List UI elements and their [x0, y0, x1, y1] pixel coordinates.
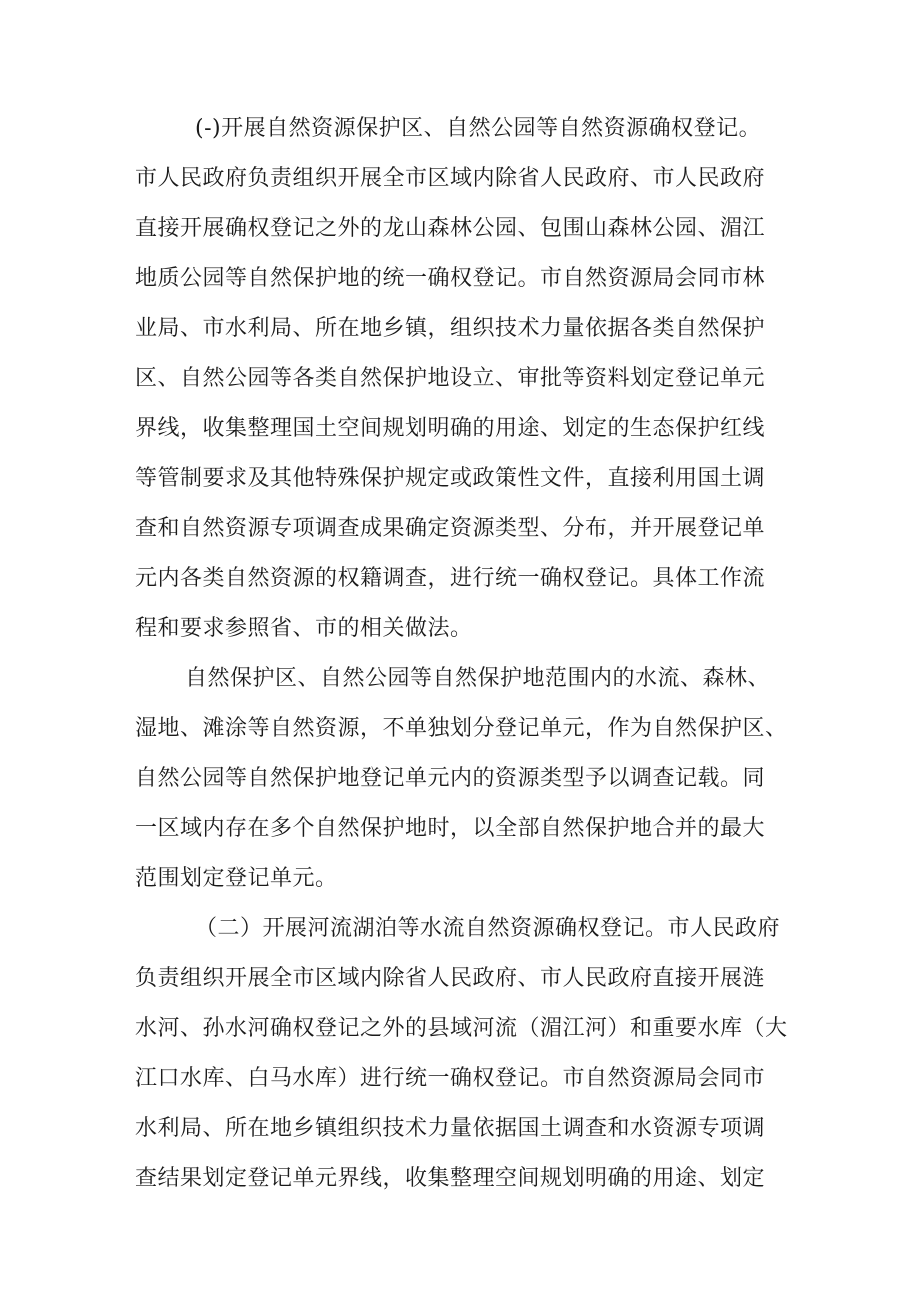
text-line: 地质公园等自然保护地的统一确权登记。市自然资源局会同市林	[135, 266, 766, 291]
text-line: 市人民政府负责组织开展全市区域内除省人民政府、市人民政府	[135, 166, 766, 191]
text-line: 查结果划定登记单元界线，收集整理空间规划明确的用途、划定	[135, 1166, 766, 1191]
text-line: 湿地、滩涂等自然资源，不单独划分登记单元，作为自然保护区、	[135, 716, 788, 741]
text-line: 负责组织开展全市区域内除省人民政府、市人民政府直接开展涟	[135, 966, 766, 991]
text-line: 自然公园等自然保护地登记单元内的资源类型予以调查记载。同	[135, 766, 766, 791]
text-line: 一区域内存在多个自然保护地时，以全部自然保护地合并的最大	[135, 816, 766, 841]
text-line: 江口水库、白马水库）进行统一确权登记。市自然资源局会同市	[135, 1066, 766, 1091]
text-line: 等管制要求及其他特殊保护规定或政策性文件，直接利用国土调	[135, 466, 766, 491]
text-line: 元内各类自然资源的权籍调查，进行统一确权登记。具体工作流	[135, 566, 766, 591]
text-line: 范围划定登记单元。	[135, 866, 338, 891]
text-line: (-)开展自然资源保护区、自然公园等自然资源确权登记。	[195, 116, 762, 141]
text-line: （二）开展河流湖泊等水流自然资源确权登记。市人民政府	[195, 916, 781, 941]
text-line: 程和要求参照省、市的相关做法。	[135, 616, 473, 641]
text-line: 水利局、所在地乡镇组织技术力量依据国土调查和水资源专项调	[135, 1116, 766, 1141]
text-line: 区、自然公园等各类自然保护地设立、审批等资料划定登记单元	[135, 366, 766, 391]
text-line: 界线，收集整理国土空间规划明确的用途、划定的生态保护红线	[135, 416, 766, 441]
text-line: 自然保护区、自然公园等自然保护地范围内的水流、森林、	[185, 666, 771, 691]
text-line: 查和自然资源专项调查成果确定资源类型、分布，并开展登记单	[135, 516, 766, 541]
text-line: 业局、市水利局、所在地乡镇，组织技术力量依据各类自然保护	[135, 316, 766, 341]
text-line: 水河、孙水河确权登记之外的县域河流（湄江河）和重要水库（大	[135, 1016, 788, 1041]
text-line: 直接开展确权登记之外的龙山森林公园、包围山森林公园、湄江	[135, 216, 766, 241]
